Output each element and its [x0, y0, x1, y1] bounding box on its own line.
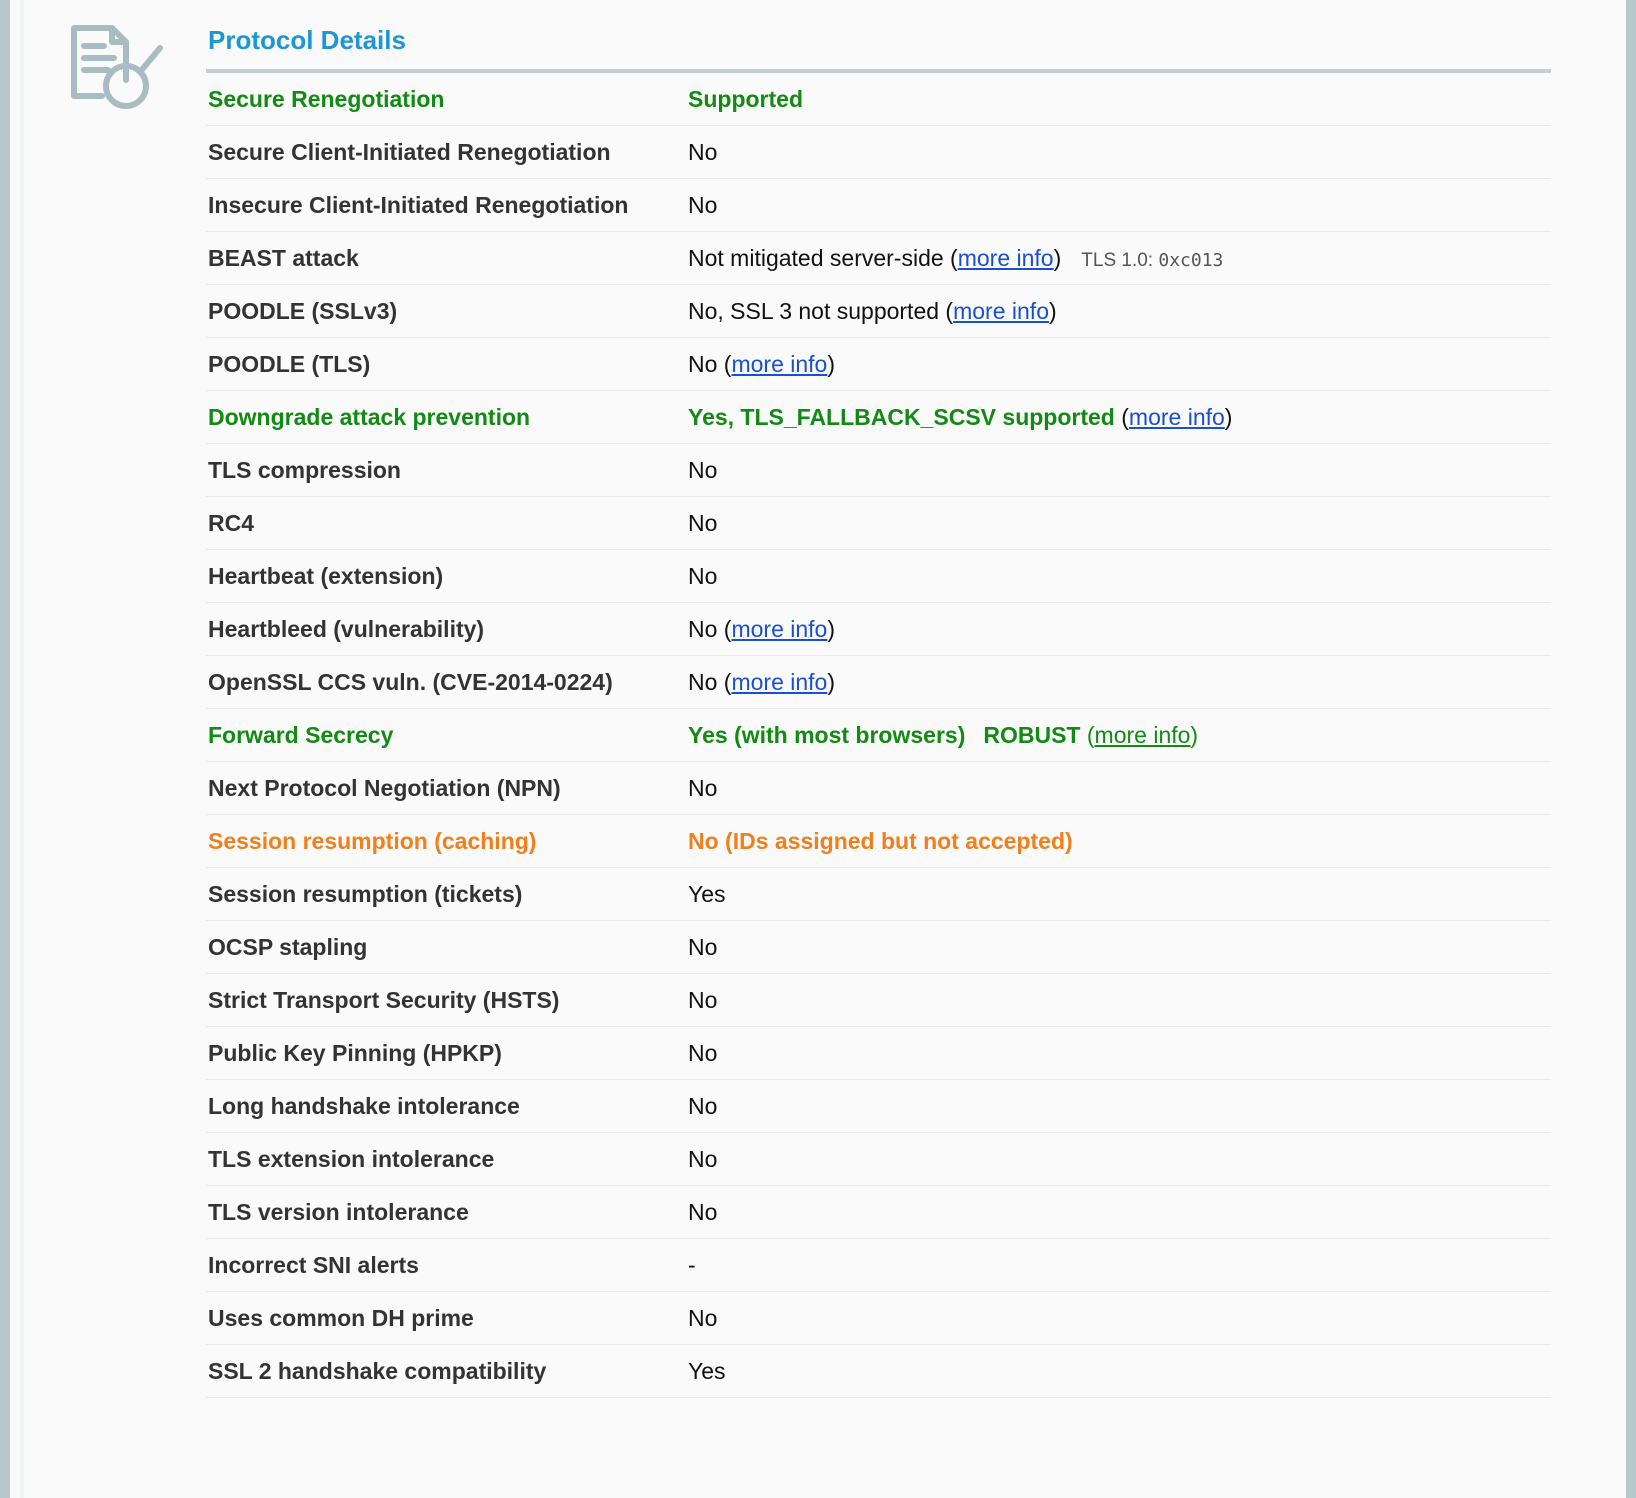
- table-row: [206, 921, 1551, 974]
- paren-open: (: [1080, 722, 1095, 748]
- row-value: [688, 73, 803, 125]
- table-row: [206, 974, 1551, 1027]
- row-label: TLS extension intolerance: [208, 1146, 495, 1172]
- more-info-link[interactable]: more info: [1128, 404, 1225, 430]
- row-value-text: No: [688, 192, 718, 218]
- paren-close: ): [827, 351, 836, 377]
- row-label: Session resumption (caching): [208, 828, 537, 854]
- more-info-link[interactable]: more info: [953, 298, 1049, 324]
- row-value-text: No: [688, 1146, 718, 1172]
- row-value-text: Yes, TLS_FALLBACK_SCSV supported: [688, 404, 1115, 430]
- row-value: [688, 1292, 717, 1344]
- cipher-note: [1081, 250, 1223, 271]
- paren-open: (: [939, 298, 954, 324]
- robust-badge: ROBUST: [983, 722, 1081, 748]
- paren-close: ): [827, 616, 836, 642]
- row-label: BEAST attack: [208, 245, 359, 271]
- row-value: [688, 974, 717, 1026]
- paren-open: (: [1114, 404, 1129, 430]
- row-value: [688, 444, 717, 496]
- row-value: [688, 232, 1223, 287]
- row-value: [688, 921, 717, 973]
- table-row: [206, 762, 1551, 815]
- paren-close: ): [1224, 404, 1233, 430]
- row-label: Session resumption (tickets): [208, 881, 523, 907]
- table-row: [206, 285, 1551, 338]
- row-value-text: No: [688, 1040, 718, 1066]
- table-row: [206, 126, 1551, 179]
- row-value: [688, 1239, 696, 1291]
- row-label: TLS version intolerance: [208, 1199, 469, 1225]
- row-label: Incorrect SNI alerts: [208, 1252, 419, 1278]
- paren-close: ): [1048, 298, 1057, 324]
- table-row: [206, 1345, 1551, 1398]
- table-row: [206, 603, 1551, 656]
- row-label: TLS compression: [208, 457, 401, 483]
- table-row: [206, 1186, 1551, 1239]
- row-label: Secure Client-Initiated Renegotiation: [208, 139, 611, 165]
- paren-open: (: [943, 245, 958, 271]
- row-value-text: No: [688, 563, 718, 589]
- table-row: [206, 73, 1551, 126]
- table-row: [206, 1292, 1551, 1345]
- row-value-text: No: [688, 1093, 718, 1119]
- paren-open: (: [717, 351, 732, 377]
- row-value-text: Not mitigated server-side: [688, 245, 944, 271]
- row-value: [688, 815, 1073, 867]
- paren-close: ): [1190, 722, 1199, 748]
- panel-gutter: [20, 0, 24, 1498]
- row-value-text: No: [688, 1199, 718, 1225]
- row-label: Forward Secrecy: [208, 722, 394, 748]
- more-info-link[interactable]: more info: [731, 669, 828, 695]
- row-value: [688, 868, 726, 920]
- row-value: [688, 709, 1198, 761]
- table-row: [206, 1080, 1551, 1133]
- table-row: [206, 179, 1551, 232]
- row-value-text: Yes (with most browsers): [688, 722, 966, 748]
- table-row: [206, 1239, 1551, 1292]
- row-value-text: No: [688, 510, 718, 536]
- table-row: [206, 1133, 1551, 1186]
- row-value-text: No, SSL 3 not supported: [688, 298, 940, 324]
- row-label: Long handshake intolerance: [208, 1093, 520, 1119]
- more-info-link[interactable]: more info: [957, 245, 1054, 271]
- row-value-text: No: [688, 457, 718, 483]
- paren-open: (: [717, 616, 732, 642]
- row-label: Secure Renegotiation: [208, 86, 445, 112]
- cipher-note-prefix: TLS 1.0:: [1081, 250, 1154, 271]
- row-value: [688, 179, 717, 231]
- row-label: POODLE (SSLv3): [208, 298, 398, 324]
- row-label: Next Protocol Negotiation (NPN): [208, 775, 561, 801]
- table-row: [206, 444, 1551, 497]
- row-label: POODLE (TLS): [208, 351, 371, 377]
- row-label: OpenSSL CCS vuln. (CVE-2014-0224): [208, 669, 613, 695]
- row-value: [688, 1345, 726, 1397]
- row-value-text: No: [688, 934, 718, 960]
- section-title: Protocol Details: [208, 25, 406, 55]
- row-value: [688, 1186, 717, 1238]
- row-value: [688, 1027, 717, 1079]
- paren-open: (: [717, 669, 732, 695]
- row-label: OCSP stapling: [208, 934, 368, 960]
- row-label: RC4: [208, 510, 255, 536]
- cipher-code: 0xc013: [1158, 250, 1224, 271]
- more-info-link[interactable]: more info: [1094, 722, 1191, 748]
- row-value-text: No (IDs assigned but not accepted): [688, 828, 1073, 854]
- row-label: Public Key Pinning (HPKP): [208, 1040, 502, 1066]
- row-value-text: No: [688, 1305, 718, 1331]
- row-value-text: Yes: [688, 881, 726, 907]
- row-value-text: No: [688, 351, 718, 377]
- row-label: Insecure Client-Initiated Renegotiation: [208, 192, 629, 218]
- table-row: [206, 497, 1551, 550]
- more-info-link[interactable]: more info: [731, 616, 828, 642]
- row-value: [688, 497, 717, 549]
- row-label: Downgrade attack prevention: [208, 404, 531, 430]
- row-label: SSL 2 handshake compatibility: [208, 1358, 547, 1384]
- row-value-text: Yes: [688, 1358, 726, 1384]
- protocol-details-table: [206, 73, 1551, 1398]
- paren-close: ): [1053, 245, 1062, 271]
- row-value: [688, 285, 1057, 337]
- row-value-text: -: [688, 1252, 696, 1278]
- row-value: [688, 1080, 717, 1132]
- row-label: Uses common DH prime: [208, 1305, 474, 1331]
- row-label: Heartbleed (vulnerability): [208, 616, 485, 642]
- table-row: [206, 391, 1551, 444]
- table-row: [206, 815, 1551, 868]
- table-row: [206, 656, 1551, 709]
- row-value: [688, 550, 717, 602]
- row-value-text: No: [688, 616, 718, 642]
- row-value-text: No: [688, 775, 718, 801]
- table-row: [206, 338, 1551, 391]
- row-value-text: Supported: [688, 86, 803, 112]
- row-value: [688, 1133, 717, 1185]
- table-row: [206, 550, 1551, 603]
- row-value: [688, 126, 717, 178]
- row-value: [688, 656, 835, 708]
- table-row: [206, 1027, 1551, 1080]
- document-magnifier-icon: [68, 20, 168, 116]
- row-value: [688, 603, 835, 655]
- paren-close: ): [827, 669, 836, 695]
- more-info-link[interactable]: more info: [731, 351, 828, 377]
- row-label: Heartbeat (extension): [208, 563, 444, 589]
- table-row: [206, 232, 1551, 285]
- row-value: [688, 338, 835, 390]
- row-label: Strict Transport Security (HSTS): [208, 987, 560, 1013]
- row-value-text: No: [688, 139, 718, 165]
- row-value-text: No: [688, 987, 718, 1013]
- row-value-text: No: [688, 669, 718, 695]
- row-value: [688, 391, 1232, 443]
- row-value: [688, 762, 717, 814]
- table-row: [206, 709, 1551, 762]
- table-row: [206, 868, 1551, 921]
